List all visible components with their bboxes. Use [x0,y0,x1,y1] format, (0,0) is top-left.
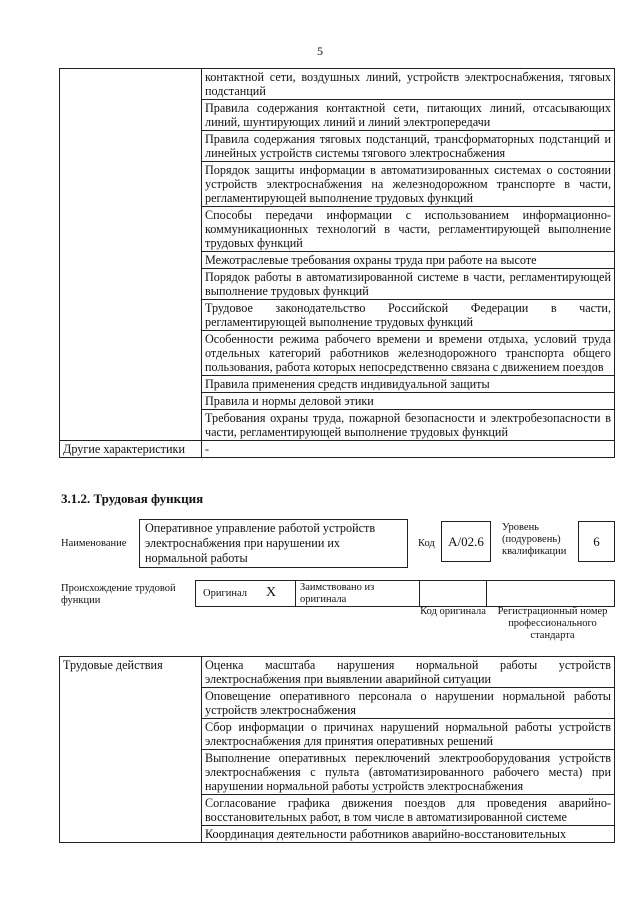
table-cell: Требования охраны труда, пожарной безопасности и электробезопасности в части, регламентирующей выполнение трудовых функций [202,410,615,441]
table-cell: контактной сети, воздушных линий, устройств электроснабжения, тяговых подстанций [202,69,615,100]
table-cell: Оповещение оперативного персонала о нарушении нормальной работы устройств электроснабжения [202,688,615,719]
table-cell: Трудовое законодательство Российской Федерации в части, регламентирующей выполнение трудовых функций [202,300,615,331]
function-name-box: Оперативное управление работой устройств электроснабжения при нарушении их нормальной работы [139,519,408,568]
borrowed-label: Заимствовано из оригинала [300,582,375,605]
other-characteristics-value: - [202,441,615,458]
knowledge-table [59,68,615,458]
divider [486,580,487,607]
table-cell: Способы передачи информации с использованием информационно-коммуникационных технологий в части, регламентирующей выполнение трудовых функций [202,207,615,252]
divider [295,580,296,607]
table-cell: Согласование графика движения поездов для проведения аварийно-восстановительных работ, в том числе в автоматизированной системе [202,795,615,826]
table-cell: Межотраслевые требования охраны труда при работе на высоте [202,252,615,269]
table-cell: Выполнение оперативных переключений электрооборудования устройств электроснабжения с пульта (автоматизированного рабочего места) при нарушении нормальной работы устройств электроснабжения [202,750,615,795]
original-mark: X [266,585,277,600]
table-row [60,69,615,100]
other-characteristics-label: Другие характеристики [60,441,202,458]
labor-actions-table [59,656,615,843]
table-cell: Особенности режима рабочего времени и времени отдыха, условий труда отдельных категорий работников железнодорожного транспорта общего пользования, работа которых непосредственно связана с движением поездов [202,331,615,376]
code-label: Код [418,538,435,549]
table-cell: Правила применения средств индивидуальной защиты [202,376,615,393]
origin-box [195,580,615,607]
code-original-label: Код оригинала [420,606,486,617]
table-cell: Порядок защиты информации в автоматизированных системах о состоянии устройств электроснабжения на железнодорожном транспорте в части, регламентирующей выполнение трудовых функций [202,162,615,207]
table-left-cell [60,69,202,441]
table-row [60,657,615,688]
original-label: Оригинал [203,588,247,599]
table-cell: Правила содержания контактной сети, питающих линий, отсасывающих линий, шунтирующих линий и линий электропередачи [202,100,615,131]
labor-actions-label: Трудовые действия [60,657,202,843]
table-cell: Оценка масштаба нарушения нормальной работы устройств электроснабжения при выявлении аварийной ситуации [202,657,615,688]
code-value-box: A/02.6 [441,521,491,562]
table-cell: Сбор информации о причинах нарушений нормальной работы устройств электроснабжения для принятия оперативных решений [202,719,615,750]
table-cell: Порядок работы в автоматизированной системе в части, регламентирующей выполнение трудовых функций [202,269,615,300]
table-cell: Координация деятельности работников аварийно-восстановительных [202,826,615,843]
table-row [60,441,615,458]
section-title: 3.1.2. Трудовая функция [61,491,204,506]
name-label: Наименование [61,538,127,549]
level-label: Уровень (подуровень) квалификации [502,522,567,557]
level-value-box: 6 [578,521,615,562]
table-cell: Правила и нормы деловой этики [202,393,615,410]
table-cell: Правила содержания тяговых подстанций, трансформаторных подстанций и линейных устройств системы тягового электроснабжения [202,131,615,162]
reg-number-label: Регистрационный номер профессионального стандарта [497,606,608,641]
divider [419,580,420,607]
page-number: 5 [317,44,323,58]
origin-label: Происхождение трудовой функции [61,583,176,606]
